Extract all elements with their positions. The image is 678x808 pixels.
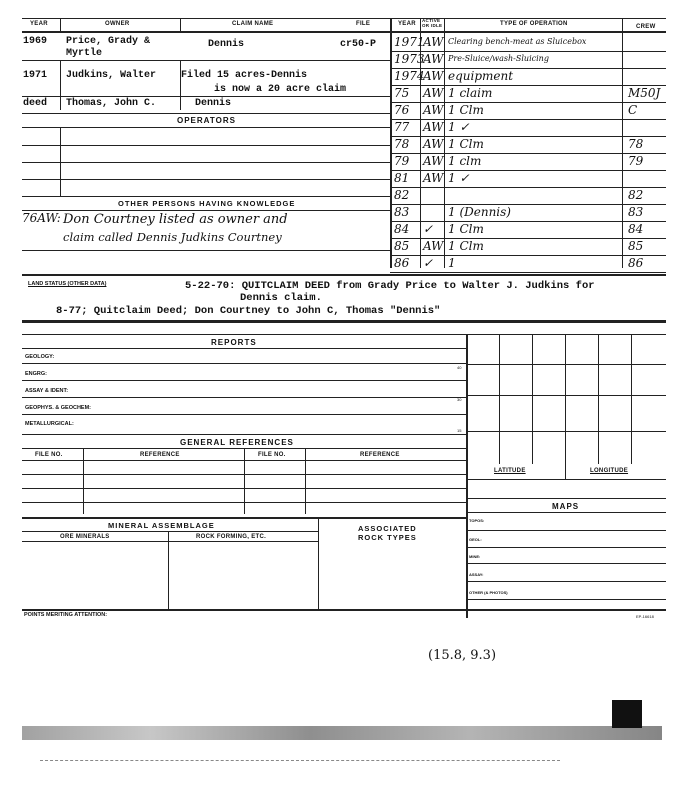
gen-ref-file-no-1: FILE NO. bbox=[35, 452, 63, 458]
owner-2-claim: Filed 15 acres-Dennis bbox=[181, 70, 308, 81]
activity-year: 78 bbox=[394, 137, 410, 151]
activity-year: 79 bbox=[394, 154, 410, 168]
activity-year: 86 bbox=[394, 256, 410, 270]
owner-2-name: Judkins, Walter bbox=[66, 70, 157, 81]
owner-1-claim: Dennis bbox=[208, 39, 245, 50]
activity-status: AW bbox=[423, 171, 444, 185]
owner-3-name: Thomas, John C. bbox=[66, 98, 157, 109]
activity-crew: 85 bbox=[628, 239, 644, 253]
activity-status: AW bbox=[423, 35, 444, 49]
activity-status: ✓ bbox=[423, 256, 434, 270]
gen-ref-file-no-2: FILE NO. bbox=[258, 452, 286, 458]
mineral-assemblage-title: MINERAL ASSEMBLAGE bbox=[108, 521, 215, 530]
activity-status: AW bbox=[423, 103, 444, 117]
owner-2-year: 1971 bbox=[23, 70, 48, 81]
activity-operation: 1 clm bbox=[448, 154, 482, 168]
rock-forming-label: ROCK FORMING, ETC. bbox=[196, 534, 267, 540]
maps-assay: ASSAY: bbox=[469, 572, 484, 577]
scan-artifact-block bbox=[612, 700, 642, 728]
reports-geophys: GEOPHYS. & GEOCHEM: bbox=[25, 405, 92, 411]
maps-title: MAPS bbox=[552, 502, 580, 511]
general-references-title: GENERAL REFERENCES bbox=[180, 438, 294, 447]
activity-operation: 1 ✓ bbox=[448, 120, 470, 134]
other-persons-title: OTHER PERSONS HAVING KNOWLEDGE bbox=[118, 199, 296, 208]
activity-operation: 1 claim bbox=[448, 86, 493, 100]
activity-operation: 1 bbox=[448, 256, 456, 270]
activity-year: 1973 bbox=[394, 52, 425, 66]
activity-operation: 1 Clm bbox=[448, 103, 484, 117]
activity-status: AW bbox=[423, 154, 444, 168]
activity-operation: 1 Clm bbox=[448, 137, 484, 151]
activity-crew: 84 bbox=[628, 222, 644, 236]
maps-topos: TOPOS: bbox=[469, 518, 485, 523]
form-number: EP-16618 bbox=[636, 614, 654, 619]
owner-1-year: 1969 bbox=[23, 36, 48, 47]
activity-operation: 1 Clm bbox=[448, 222, 484, 236]
activity-row-line bbox=[390, 272, 666, 273]
land-status-label: LAND STATUS (OTHER DATA) bbox=[28, 281, 107, 287]
reports-assay: ASSAY & IDENT: bbox=[25, 388, 69, 394]
reports-scale-40: 40 bbox=[457, 365, 462, 370]
activity-year: 85 bbox=[394, 239, 410, 253]
associated-label: ASSOCIATED bbox=[358, 524, 417, 533]
reports-scale-15: 15 bbox=[457, 428, 462, 433]
owner-1-name-2: Myrtle bbox=[66, 48, 103, 59]
activity-year: 82 bbox=[394, 188, 410, 202]
land-status-line-1: 5-22-70: QUITCLAIM DEED from Grady Price to Walter J. Judkins for bbox=[185, 280, 595, 292]
header-year-2: YEAR bbox=[398, 21, 416, 27]
activity-status: AW bbox=[423, 239, 444, 253]
header-type-of-operation: TYPE OF OPERATION bbox=[500, 21, 568, 27]
reports-scale-30: 30 bbox=[457, 397, 462, 402]
reports-engrg: ENGRG: bbox=[25, 371, 47, 377]
activity-crew: 83 bbox=[628, 205, 644, 219]
activity-crew: 82 bbox=[628, 188, 644, 202]
header-active-idle: ACTIVE OR IDLE bbox=[422, 18, 443, 28]
activity-status: AW bbox=[423, 86, 444, 100]
header-year: YEAR bbox=[30, 21, 48, 27]
activity-year: 81 bbox=[394, 171, 410, 185]
activity-year: 84 bbox=[394, 222, 410, 236]
ore-minerals-label: ORE MINERALS bbox=[60, 534, 110, 540]
activity-row-line bbox=[390, 204, 666, 205]
header-crew: CREW bbox=[636, 24, 656, 30]
activity-operation: equipment bbox=[448, 69, 514, 83]
activity-row-line bbox=[390, 187, 666, 188]
header-file: FILE bbox=[356, 21, 371, 27]
activity-crew: 79 bbox=[628, 154, 644, 168]
activity-crew: 86 bbox=[628, 256, 644, 270]
maps-mine: MINE: bbox=[469, 554, 481, 559]
reports-title: REPORTS bbox=[211, 338, 257, 347]
activity-crew: 78 bbox=[628, 137, 644, 151]
activity-year: 75 bbox=[394, 86, 410, 100]
reports-metallurgical: METALLURGICAL: bbox=[25, 421, 74, 427]
activity-status: AW bbox=[423, 69, 444, 83]
activity-operation: 1 Clm bbox=[448, 239, 484, 253]
owner-2-claim-2: is now a 20 acre claim bbox=[214, 84, 347, 95]
rock-types-label: ROCK TYPES bbox=[358, 533, 417, 542]
scan-artifact-band bbox=[22, 726, 662, 740]
other-persons-note-1: Don Courtney listed as owner and bbox=[63, 212, 288, 227]
header-owner: OWNER bbox=[105, 21, 130, 27]
activity-crew: C bbox=[628, 103, 638, 117]
maps-geol: GEOL: bbox=[469, 537, 482, 542]
gen-ref-reference-2: REFERENCE bbox=[360, 452, 400, 458]
coordinates-note: (15.8, 9.3) bbox=[428, 648, 497, 663]
header-claim-name: CLAIM NAME bbox=[232, 21, 274, 27]
owner-3-year: deed bbox=[23, 98, 48, 109]
owner-1-name: Price, Grady & bbox=[66, 36, 151, 47]
operators-label: OPERATORS bbox=[177, 116, 236, 125]
reports-geology: GEOLOGY: bbox=[25, 354, 55, 360]
activity-status: AW bbox=[423, 52, 444, 66]
longitude-label: LONGITUDE bbox=[590, 468, 629, 474]
activity-year: 76 bbox=[394, 103, 410, 117]
activity-operation: 1 ✓ bbox=[448, 171, 470, 185]
points-meriting-attention: POINTS MERITING ATTENTION: bbox=[24, 612, 108, 618]
other-persons-note-label: 76AW: bbox=[22, 211, 61, 225]
activity-status: ✓ bbox=[423, 222, 434, 236]
activity-operation: 1 (Dennis) bbox=[448, 205, 511, 219]
activity-year: 77 bbox=[394, 120, 410, 134]
activity-year: 83 bbox=[394, 205, 410, 219]
activity-operation: Pre-Sluice/wash-Sluicing bbox=[448, 54, 549, 63]
owner-3-claim: Dennis bbox=[195, 98, 232, 109]
land-status-line-3: 8-77; Quitclaim Deed; Don Courtney to John C, Thomas "Dennis" bbox=[56, 305, 441, 317]
land-status-line-2: Dennis claim. bbox=[240, 292, 322, 304]
other-persons-note-2: claim called Dennis Judkins Courtney bbox=[63, 230, 282, 244]
latitude-label: LATITUDE bbox=[494, 468, 526, 474]
activity-status: AW bbox=[423, 137, 444, 151]
gen-ref-reference-1: REFERENCE bbox=[140, 452, 180, 458]
owner-1-file: cr50-P bbox=[340, 39, 377, 50]
activity-year: 1974 bbox=[394, 69, 425, 83]
activity-year: 1971 bbox=[394, 35, 425, 49]
activity-crew: M50J bbox=[628, 86, 661, 100]
activity-operation: Clearing bench-meat as Sluicebox bbox=[448, 37, 587, 46]
maps-other: OTHER (& PHOTOS) bbox=[469, 590, 508, 595]
activity-status: AW bbox=[423, 120, 444, 134]
